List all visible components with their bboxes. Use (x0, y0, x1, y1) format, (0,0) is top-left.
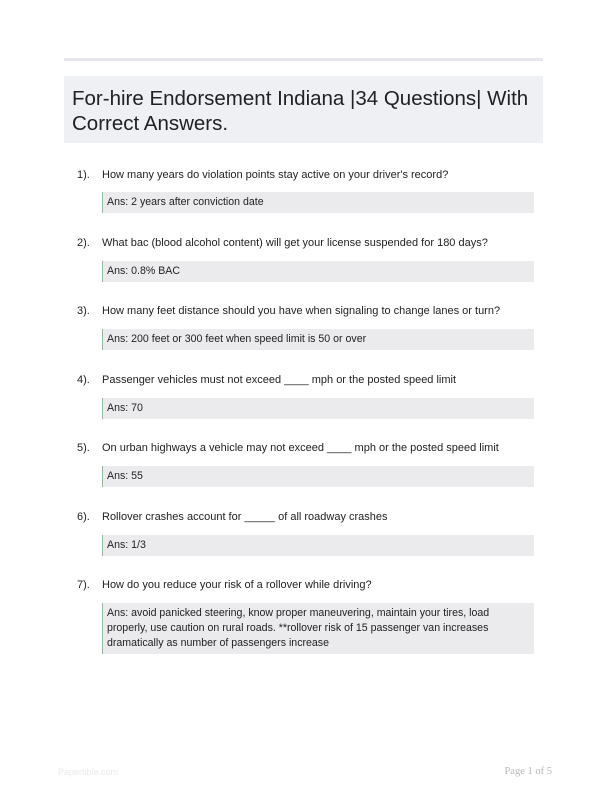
title-banner (64, 76, 543, 143)
question-text: How many feet distance should you have when signaling to change lanes or turn? (102, 305, 501, 317)
answer-box: Ans: 2 years after conviction date (102, 192, 534, 213)
question-number: 5). (77, 442, 90, 454)
top-divider (64, 58, 543, 61)
question-number: 6). (77, 511, 90, 523)
answer-box: Ans: 1/3 (102, 535, 534, 556)
answer-box: Ans: 55 (102, 466, 534, 487)
question-text: Rollover crashes account for _____ of all roadway crashes (102, 511, 388, 523)
answer-box: Ans: avoid panicked steering, know proper maneuvering, maintain your tires, load properly, use caution on rural roads. **rollover risk of 15 passenger van increases dramatically as number of passengers increase (102, 603, 534, 654)
answer-box: Ans: 0.8% BAC (102, 261, 534, 282)
answer-box: Ans: 70 (102, 398, 534, 419)
question-text: What bac (blood alcohol content) will get your license suspended for 180 days? (102, 237, 488, 249)
footer-watermark: Papertible.com (58, 767, 119, 777)
answer-box: Ans: 200 feet or 300 feet when speed limit is 50 or over (102, 329, 534, 350)
question-text: How many years do violation points stay active on your driver's record? (102, 169, 449, 181)
page-number: Page 1 of 5 (504, 766, 552, 777)
question-number: 1). (77, 169, 90, 181)
question-number: 4). (77, 374, 90, 386)
document-title: For-hire Endorsement Indiana |34 Questions| With Correct Answers. (72, 87, 529, 135)
question-number: 7). (77, 579, 90, 591)
question-number: 3). (77, 305, 90, 317)
question-text: How do you reduce your risk of a rollover while driving? (102, 579, 372, 591)
question-text: Passenger vehicles must not exceed ____ mph or the posted speed limit (102, 374, 457, 386)
question-text: On urban highways a vehicle may not exceed ____ mph or the posted speed limit (102, 442, 499, 454)
question-number: 2). (77, 237, 90, 249)
